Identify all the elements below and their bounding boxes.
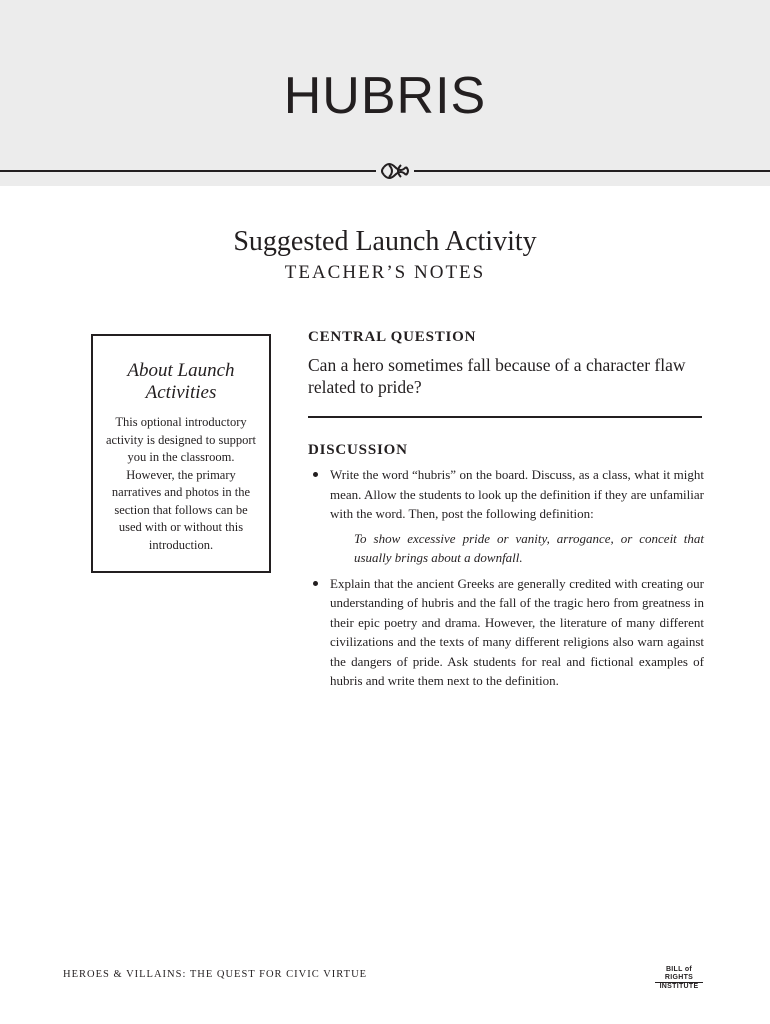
discussion-item-text: Write the word “hubris” on the board. Discuss, as a class, what it might mean. Allow the students to look up the definition if they are unfamiliar with the word. Then, post the following definition:: [330, 467, 704, 521]
section-subheading: TEACHER’S NOTES: [284, 262, 486, 283]
logo-line-1: BILL of RIGHTS: [664, 966, 694, 981]
discussion-label: DISCUSSION: [308, 442, 408, 458]
page-title: HUBRIS: [283, 67, 487, 125]
footer-text: HEROES & VILLAINS: THE QUEST FOR CIVIC VIRTUE: [63, 969, 368, 980]
divider-right: [414, 170, 770, 172]
discussion-item: [308, 465, 704, 568]
bill-of-rights-logo: [655, 966, 703, 991]
celtic-knot-icon: [381, 161, 409, 181]
definition-text: To show excessive pride or vanity, arrogance, or conceit that usually brings about a downfall.: [354, 530, 704, 565]
discussion-list: [308, 465, 704, 691]
divider-left: [0, 170, 376, 172]
question-divider: [308, 416, 702, 418]
bullet-icon: [313, 472, 318, 477]
central-question-label: CENTRAL QUESTION: [308, 329, 477, 345]
section-heading: Suggested Launch Activity: [233, 226, 537, 257]
sidebar-title: About Launch Activities: [127, 360, 235, 403]
bullet-icon: [313, 581, 318, 586]
discussion-item-text: Explain that the ancient Greeks are generally credited with creating our understanding of hubris and the fall of the tragic hero from greatness in their epic poetry and drama. However, the literature of many different civilizations and the texts of many different religions also warn against the dangers of pride. Ask students for real and fictional examples of hubris and write them next to the definition.: [330, 575, 704, 688]
sidebar-body: This optional introductory activity is designed to support you in the classroom. However, the primary narratives and photos in the section that follows can be used with or without this introduction.: [106, 415, 256, 552]
central-question-text: Can a hero sometimes fall because of a character flaw related to pride?: [308, 355, 686, 397]
logo-line-2: INSTITUTE: [655, 982, 703, 991]
discussion-item: [308, 574, 704, 691]
about-launch-sidebar: [91, 334, 271, 573]
